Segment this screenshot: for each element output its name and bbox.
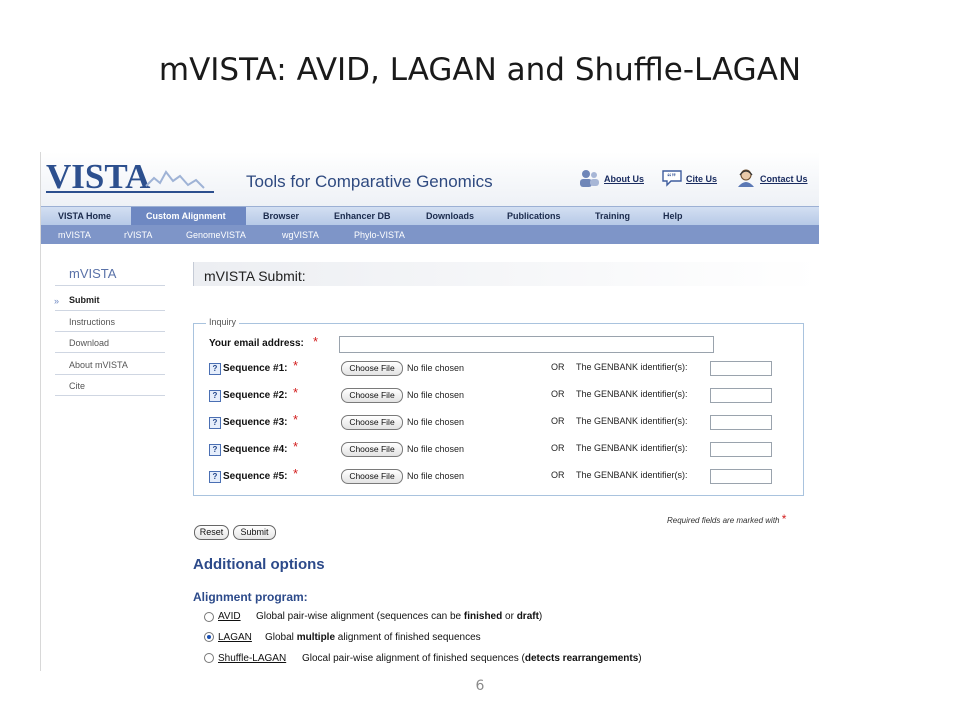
nav-downloads[interactable]: Downloads: [426, 211, 475, 221]
email-label: Your email address:: [209, 338, 304, 349]
genbank-label: The GENBANK identifier(s):: [576, 470, 688, 480]
sidebar-item-submit[interactable]: Submit: [69, 295, 100, 305]
email-field[interactable]: [339, 336, 714, 353]
sequence-4-file-button[interactable]: Choose File: [341, 442, 403, 457]
sequence-4-label: Sequence #4:: [223, 444, 288, 455]
cite-us-link[interactable]: Cite Us: [686, 174, 718, 184]
sidebar-divider: [55, 310, 165, 311]
genbank-label: The GENBANK identifier(s):: [576, 443, 688, 453]
help-icon[interactable]: ?: [209, 417, 221, 429]
people-icon: [578, 169, 600, 187]
sidebar-divider: [55, 331, 165, 332]
required-marker: *: [293, 439, 299, 454]
page-title: mVISTA Submit:: [204, 268, 306, 284]
shuffle-lagan-link[interactable]: Shuffle-LAGAN: [218, 653, 287, 664]
help-icon[interactable]: ?: [209, 444, 221, 456]
sequence-1-label: Sequence #1:: [223, 363, 288, 374]
required-fields-note: Required fields are marked with *: [667, 512, 787, 526]
current-page-marker: »: [54, 296, 60, 306]
vista-logo: [46, 156, 221, 196]
sequence-3-file-status: No file chosen: [407, 417, 465, 427]
lagan-description: Global multiple alignment of finished sequences: [265, 632, 481, 643]
subnav-wgvista[interactable]: wgVISTA: [282, 230, 319, 240]
quote-icon: [661, 169, 683, 187]
secondary-nav: [41, 225, 819, 244]
nav-custom-alignment[interactable]: Custom Alignment: [146, 211, 226, 221]
help-icon[interactable]: ?: [209, 363, 221, 375]
slide-page-number: 6: [475, 678, 485, 694]
nav-publications[interactable]: Publications: [507, 211, 561, 221]
reset-button[interactable]: Reset: [194, 525, 229, 540]
nav-browser[interactable]: Browser: [263, 211, 300, 221]
nav-enhancer-db[interactable]: Enhancer DB: [334, 211, 391, 221]
sequence-1-genbank-input[interactable]: [710, 361, 772, 376]
additional-options-heading: Additional options: [193, 556, 325, 573]
required-marker: *: [293, 358, 299, 373]
required-marker: *: [293, 412, 299, 427]
genbank-label: The GENBANK identifier(s):: [576, 362, 688, 372]
genbank-label: The GENBANK identifier(s):: [576, 416, 688, 426]
submit-button[interactable]: Submit: [233, 525, 276, 540]
sidebar-item-instructions[interactable]: Instructions: [69, 317, 116, 327]
inquiry-legend: Inquiry: [206, 317, 239, 327]
avid-radio[interactable]: [204, 612, 214, 622]
sidebar-divider: [55, 352, 165, 353]
sequence-3-label: Sequence #3:: [223, 417, 288, 428]
or-label: OR: [551, 416, 565, 426]
subnav-mvista[interactable]: mVISTA: [58, 230, 91, 240]
nav-help[interactable]: Help: [663, 211, 683, 221]
sequence-1-file-status: No file chosen: [407, 363, 465, 373]
shuffle-lagan-description: Glocal pair-wise alignment of finished sequences (detects rearrangements): [302, 653, 642, 664]
sequence-2-file-status: No file chosen: [407, 390, 465, 400]
sidebar-divider: [55, 374, 165, 375]
contact-icon: [735, 169, 757, 187]
sequence-3-genbank-input[interactable]: [710, 415, 772, 430]
shuffle-lagan-radio[interactable]: [204, 653, 214, 663]
site-header: [41, 152, 819, 206]
sequence-4-genbank-input[interactable]: [710, 442, 772, 457]
or-label: OR: [551, 443, 565, 453]
sequence-5-file-status: No file chosen: [407, 471, 465, 481]
help-icon[interactable]: ?: [209, 471, 221, 483]
required-marker: *: [293, 466, 299, 481]
required-marker: *: [293, 385, 299, 400]
nav-vista-home[interactable]: VISTA Home: [58, 211, 112, 221]
nav-training[interactable]: Training: [595, 211, 631, 221]
sequence-5-label: Sequence #5:: [223, 471, 288, 482]
sequence-1-file-button[interactable]: Choose File: [341, 361, 403, 376]
sidebar-item-cite[interactable]: Cite: [69, 381, 86, 391]
sidebar-title: mVISTA: [69, 266, 117, 281]
sequence-4-file-status: No file chosen: [407, 444, 465, 454]
tools-title: Tools for Comparative Genomics: [246, 172, 493, 191]
sidebar-item-about-mvista[interactable]: About mVISTA: [69, 360, 128, 370]
sidebar-divider: [55, 285, 165, 286]
mvista-screenshot: [40, 152, 819, 671]
svg-text:“”: “”: [667, 172, 676, 182]
sequence-2-genbank-input[interactable]: [710, 388, 772, 403]
about-us-link[interactable]: About Us: [604, 174, 644, 184]
sequence-2-file-button[interactable]: Choose File: [341, 388, 403, 403]
help-icon[interactable]: ?: [209, 390, 221, 402]
alignment-program-heading: Alignment program:: [193, 590, 308, 604]
or-label: OR: [551, 389, 565, 399]
avid-link[interactable]: AVID: [218, 611, 241, 622]
or-label: OR: [551, 362, 565, 372]
svg-text:VISTA: VISTA: [46, 157, 151, 196]
or-label: OR: [551, 470, 565, 480]
sequence-5-genbank-input[interactable]: [710, 469, 772, 484]
genbank-label: The GENBANK identifier(s):: [576, 389, 688, 399]
subnav-rvista[interactable]: rVISTA: [124, 230, 153, 240]
sequence-3-file-button[interactable]: Choose File: [341, 415, 403, 430]
slide-title: mVISTA: AVID, LAGAN and Shuffle-LAGAN: [158, 52, 802, 88]
lagan-radio[interactable]: [204, 632, 214, 642]
subnav-phylo-vista[interactable]: Phylo-VISTA: [354, 230, 405, 240]
primary-nav: [41, 206, 819, 226]
sequence-5-file-button[interactable]: Choose File: [341, 469, 403, 484]
contact-us-link[interactable]: Contact Us: [760, 174, 808, 184]
required-marker: *: [313, 334, 319, 349]
subnav-genomevista[interactable]: GenomeVISTA: [186, 230, 246, 240]
lagan-link[interactable]: LAGAN: [218, 632, 252, 643]
sidebar-divider: [55, 395, 165, 396]
sidebar-item-download[interactable]: Download: [69, 338, 110, 348]
avid-description: Global pair-wise alignment (sequences can be finished or draft): [256, 611, 543, 622]
sequence-2-label: Sequence #2:: [223, 390, 288, 401]
